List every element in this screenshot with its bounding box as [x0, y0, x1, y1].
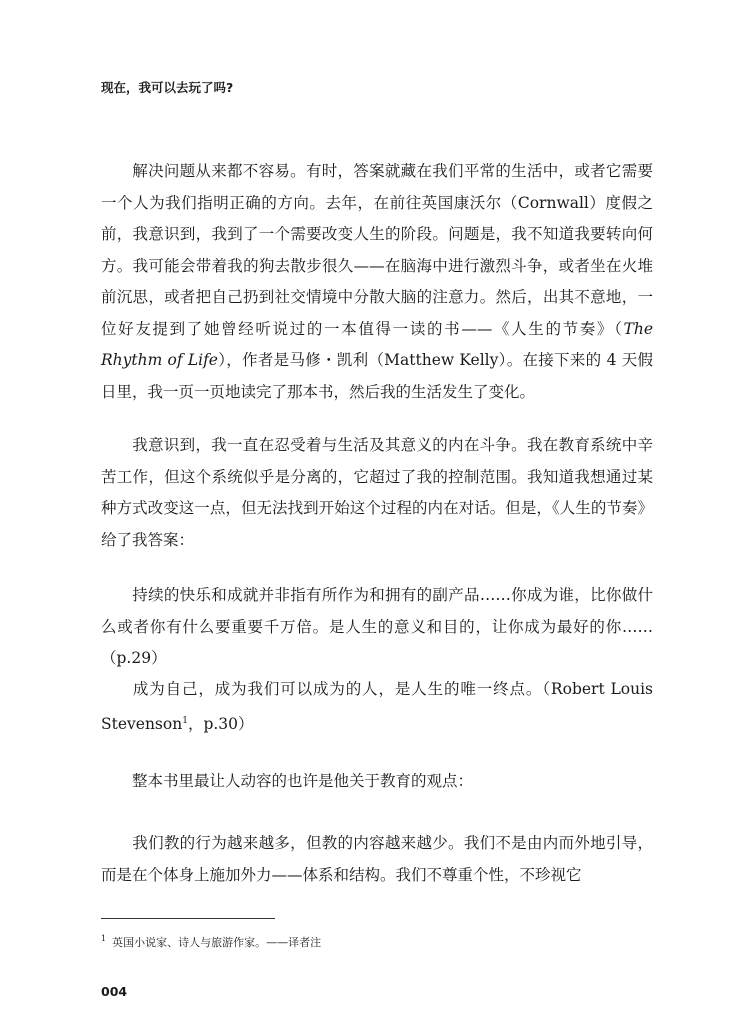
paragraph-2-text: 我意识到，我一直在忍受着与生活及其意义的内在斗争。我在教育系统中辛苦工作，但这个系统似乎是分离的，它超过了我的控制范围。我知道我想通过某种方式改变这一点，但无法找到开始这个过程的内在对话。但是，《人生的节奏》给了我答案： [101, 436, 653, 549]
quote-1-text: 持续的快乐和成就并非指有所作为和拥有的副产品……你成为谁，比你做什么或者你有什么要重要千万倍。是人生的意义和目的，让你成为最好的你……（p.29） [101, 586, 653, 667]
footnote-divider [101, 918, 275, 919]
quote-3-text: 我们教的行为越来越多，但教的内容越来越少。我们不是由内而外地引导，而是在个体身上施加外力——体系和结构。我们不尊重个性，不珍视它 [101, 834, 653, 884]
book-title-english: The Rhythm of Life [101, 319, 653, 369]
paragraph-3 [101, 766, 653, 798]
paragraph-3-text: 整本书里最让人动容的也许是他关于教育的观点： [132, 772, 474, 790]
paragraph-1 [101, 156, 653, 408]
quote-1 [101, 580, 653, 675]
paragraph-2 [101, 430, 653, 556]
quote-3 [101, 828, 653, 891]
page-number: 004 [101, 984, 128, 999]
quote-2 [101, 674, 653, 740]
footnote-text: 英国小说家、诗人与旅游作家。——译者注 [112, 936, 322, 949]
footnote-marker: 1 [101, 934, 107, 944]
running-title: 现在，我可以去玩了吗? [101, 80, 234, 95]
quote-2-text-b: ，p.30） [187, 714, 254, 733]
footnote [101, 934, 321, 950]
paragraph-1-text-a: 解决问题从来都不容易。有时，答案就藏在我们平常的生活中，或者它需要一个人为我们指明正确的方向。去年，在前往英国康沃尔（Cornwall）度假之前，我意识到，我到了一个需要改变人生的阶段。问题是，我不知道我要转向何方。我可能会带着我的狗去散步很久——在脑海中进行激烈斗争，或者坐在火堆前沉思，或者把自己扔到社交情境中分散大脑的注意力。然后，出其不意地，一位好友提到了她曾经听说过的一本值得一读的书——《人生的节奏》（ [101, 162, 653, 338]
paragraph-1-text-b: ），作者是马修・凯利（Matthew Kelly）。在接下来的 4 天假日里，我一页一页地读完了那本书，然后我的生活发生了变化。 [101, 351, 653, 401]
quote-2-text-a: 成为自己，成为我们可以成为的人，是人生的唯一终点。（Robert Louis Stevenson [101, 680, 653, 733]
footnote-reference: 1 [182, 715, 188, 726]
